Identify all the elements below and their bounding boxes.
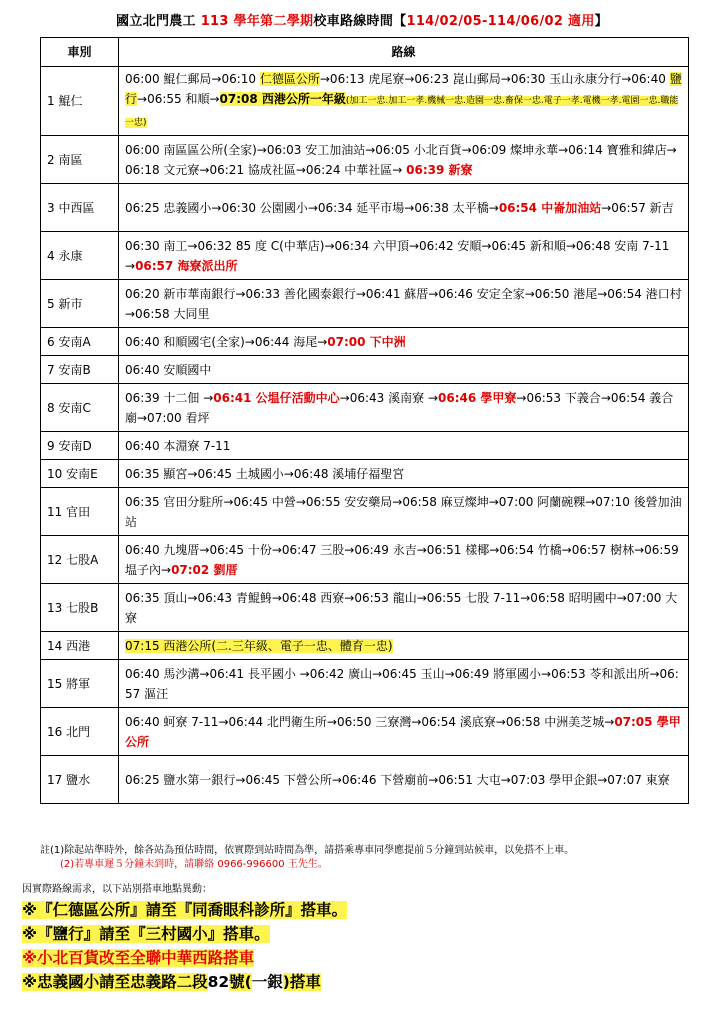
route-segment: 06:40 安順國中 — [125, 362, 212, 377]
table-row — [41, 432, 689, 460]
table-row — [41, 756, 689, 804]
table-row — [41, 184, 689, 232]
route-segment: (加工一忠.加工一孝.機械一忠.造園一忠.畜保一忠.電子一孝.電機一孝.電園一忠.職能一忠) — [125, 96, 679, 128]
col-header-route: 路線 — [119, 38, 689, 67]
notes — [40, 844, 700, 872]
route-segment: 06:41 公塭仔活動中心 — [213, 390, 340, 405]
change-text: 號( — [229, 973, 252, 991]
route-segment: 06:40 蚵寮 7-11→06:44 北門衛生所→06:50 三寮灣→06:54 溪底寮→06:58 中洲美芝城→ — [125, 714, 615, 729]
route-table-body — [41, 67, 689, 804]
table-row — [41, 488, 689, 536]
route-segment: →06:43 溪南寮 → — [339, 390, 438, 405]
route-stops-cell — [119, 280, 689, 328]
route-segment: 07:08 西港公所一年級 — [219, 92, 346, 106]
route-name-cell: 14 西港 — [41, 632, 119, 660]
route-segment: 06:40 和順國宅(全家)→06:44 海尾→ — [125, 334, 328, 349]
route-name-cell: 17 鹽水 — [41, 756, 119, 804]
route-stops-cell — [119, 356, 689, 384]
route-name-cell: 3 中西區 — [41, 184, 119, 232]
route-segment: 鹽行 — [125, 72, 682, 106]
route-name-cell: 5 新市 — [41, 280, 119, 328]
route-segment: 06:40 本淵寮 7-11 — [125, 438, 231, 453]
route-name-cell: 1 鯤仁 — [41, 67, 119, 136]
route-segment: 06:35 官田分駐所→06:45 中營→06:55 安安藥局→06:58 麻豆燦坤→07:00 阿蘭碗粿→07:10 後營加油站 — [125, 494, 682, 529]
stop-change-item — [22, 970, 702, 994]
route-stops-cell — [119, 384, 689, 432]
change-text: 一銀 — [251, 973, 283, 991]
route-name-cell: 6 安南A — [41, 328, 119, 356]
route-segment: 06:54 中崙加油站 — [498, 200, 602, 215]
route-name-cell: 13 七股B — [41, 584, 119, 632]
route-segment: →06:53 下義合→06:54 義合廟→07:00 看坪 — [125, 390, 674, 425]
table-header-row — [41, 38, 689, 67]
route-segment: 06:35 頂山→06:43 青鯤鯓→06:48 西寮→06:53 龍山→06:55 七股 7-11→06:58 昭明國中→07:00 大寮 — [125, 590, 678, 625]
route-stops-cell — [119, 488, 689, 536]
table-row — [41, 632, 689, 660]
route-table — [40, 37, 689, 804]
change-text: 82 — [207, 973, 230, 991]
route-name-cell: 8 安南C — [41, 384, 119, 432]
route-segment: 06:46 學甲寮 — [438, 390, 517, 405]
route-stops-cell — [119, 632, 689, 660]
route-segment: →06:57 新吉 — [601, 200, 674, 215]
route-segment: 07:02 劉厝 — [171, 562, 238, 577]
route-segment: 06:25 忠義國小→06:30 公園國小→06:34 延平市場→06:38 太平橋→ — [125, 200, 499, 215]
page-title — [0, 10, 724, 29]
route-segment: 06:39 新寮 — [406, 162, 473, 177]
route-stops-cell — [119, 536, 689, 584]
route-stops-cell — [119, 67, 689, 136]
route-segment: →06:13 虎尾寮→06:23 崑山郵局→06:30 玉山永康分行→06:40 — [319, 72, 670, 86]
col-header-vehicle: 車別 — [41, 38, 119, 67]
table-row — [41, 356, 689, 384]
change-text: ※『仁德區公所』請至『同喬眼科診所』搭車。 — [22, 901, 348, 919]
table-row — [41, 708, 689, 756]
stop-change-list — [22, 898, 702, 994]
change-text: ※『鹽行』請至『三村國小』搭車。 — [22, 925, 270, 943]
route-segment: 07:05 學甲公所 — [125, 714, 681, 749]
route-segment: 07:15 西港公所(二.三年級、電子一忠、體育一忠) — [125, 638, 393, 653]
table-row — [41, 328, 689, 356]
route-name-cell: 7 安南B — [41, 356, 119, 384]
route-name-cell: 9 安南D — [41, 432, 119, 460]
route-stops-cell — [119, 328, 689, 356]
table-row — [41, 136, 689, 184]
route-segment: 07:00 下中洲 — [327, 334, 406, 349]
change-text: ※小北百貨改至全聯中華西路搭車 — [22, 949, 255, 967]
route-stops-cell — [119, 708, 689, 756]
table-row — [41, 584, 689, 632]
title-semester: 113 學年第二學期 — [200, 14, 314, 29]
table-row — [41, 460, 689, 488]
route-stops-cell — [119, 432, 689, 460]
route-segment: 06:00 南區區公所(全家)→06:03 安工加油站→06:05 小北百貨→06:09 燦坤永華→06:14 寶雅和緯店→06:18 文元寮→06:21 協成社區→06:24 中華社區→ — [125, 142, 677, 177]
route-name-cell: 2 南區 — [41, 136, 119, 184]
route-name-cell: 11 官田 — [41, 488, 119, 536]
table-row — [41, 536, 689, 584]
stop-change-item — [22, 922, 702, 946]
route-segment: 06:35 顯宮→06:45 土城國小→06:48 溪埔仔福聖宮 — [125, 466, 405, 481]
route-segment: 06:40 馬沙溝→06:41 長平國小 →06:42 廣山→06:45 玉山→06:49 將軍國小→06:53 苓和派出所→06:57 漚汪 — [125, 666, 679, 701]
route-segment: 06:00 鯤仁郵局→06:10 — [125, 72, 260, 86]
route-stops-cell — [119, 460, 689, 488]
stop-change-item — [22, 946, 702, 970]
route-stops-cell — [119, 584, 689, 632]
title-date-range: 114/02/05-114/06/02 適用 — [406, 14, 595, 29]
table-row — [41, 67, 689, 136]
route-segment: 06:40 九塊厝→06:45 十份→06:47 三股→06:49 永吉→06:51 樣椰→06:54 竹橋→06:57 樹林→06:59 塭子內→ — [125, 542, 679, 577]
route-name-cell: 10 安南E — [41, 460, 119, 488]
route-segment: 06:20 新市華南銀行→06:33 善化國泰銀行→06:41 蘇厝→06:46 安定全家→06:50 港尾→06:54 港口村→06:58 大同里 — [125, 286, 682, 321]
title-pre: 國立北門農工 — [116, 14, 201, 29]
route-segment: →06:55 和順→ — [137, 92, 220, 106]
stop-change-item — [22, 898, 702, 922]
note-1: 註(1)除起站準時外，餘各站為預估時間，依實際到站時間為準，請搭乘專車同學應提前５分鐘到站候車，以免搭不上車。 — [40, 845, 575, 856]
route-name-cell: 15 將軍 — [41, 660, 119, 708]
route-stops-cell — [119, 136, 689, 184]
route-segment: 06:57 海寮派出所 — [135, 258, 238, 273]
route-stops-cell — [119, 184, 689, 232]
change-explanation: 因實際路線需求，以下站別搭車地點異動： — [22, 884, 212, 895]
table-row — [41, 384, 689, 432]
route-stops-cell — [119, 756, 689, 804]
route-segment: 06:25 鹽水第一銀行→06:45 下營公所→06:46 下營廟前→06:51 大屯→07:03 學甲企銀→07:07 東寮 — [125, 772, 670, 787]
table-row — [41, 660, 689, 708]
note-2: (2)若專車遲５分鐘未到時，請聯絡 0966-996600 王先生。 — [60, 859, 328, 870]
route-name-cell: 4 永康 — [41, 232, 119, 280]
route-name-cell: 16 北門 — [41, 708, 119, 756]
title-mid: 校車路線時間【 — [313, 14, 407, 29]
change-text: )搭車 — [282, 973, 321, 991]
table-row — [41, 280, 689, 328]
route-stops-cell — [119, 660, 689, 708]
change-text: ※忠義國小請至忠義路二段 — [22, 973, 208, 991]
route-segment: 06:30 南工→06:32 85 度 C(中華店)→06:34 六甲頂→06:42 安順→06:45 新和順→06:48 安南 7-11 → — [125, 238, 670, 273]
title-end: 】 — [594, 14, 608, 29]
route-stops-cell — [119, 232, 689, 280]
route-segment: 06:39 十二佃 → — [125, 390, 214, 405]
table-row — [41, 232, 689, 280]
route-name-cell: 12 七股A — [41, 536, 119, 584]
route-segment: 仁德區公所 — [259, 72, 320, 86]
